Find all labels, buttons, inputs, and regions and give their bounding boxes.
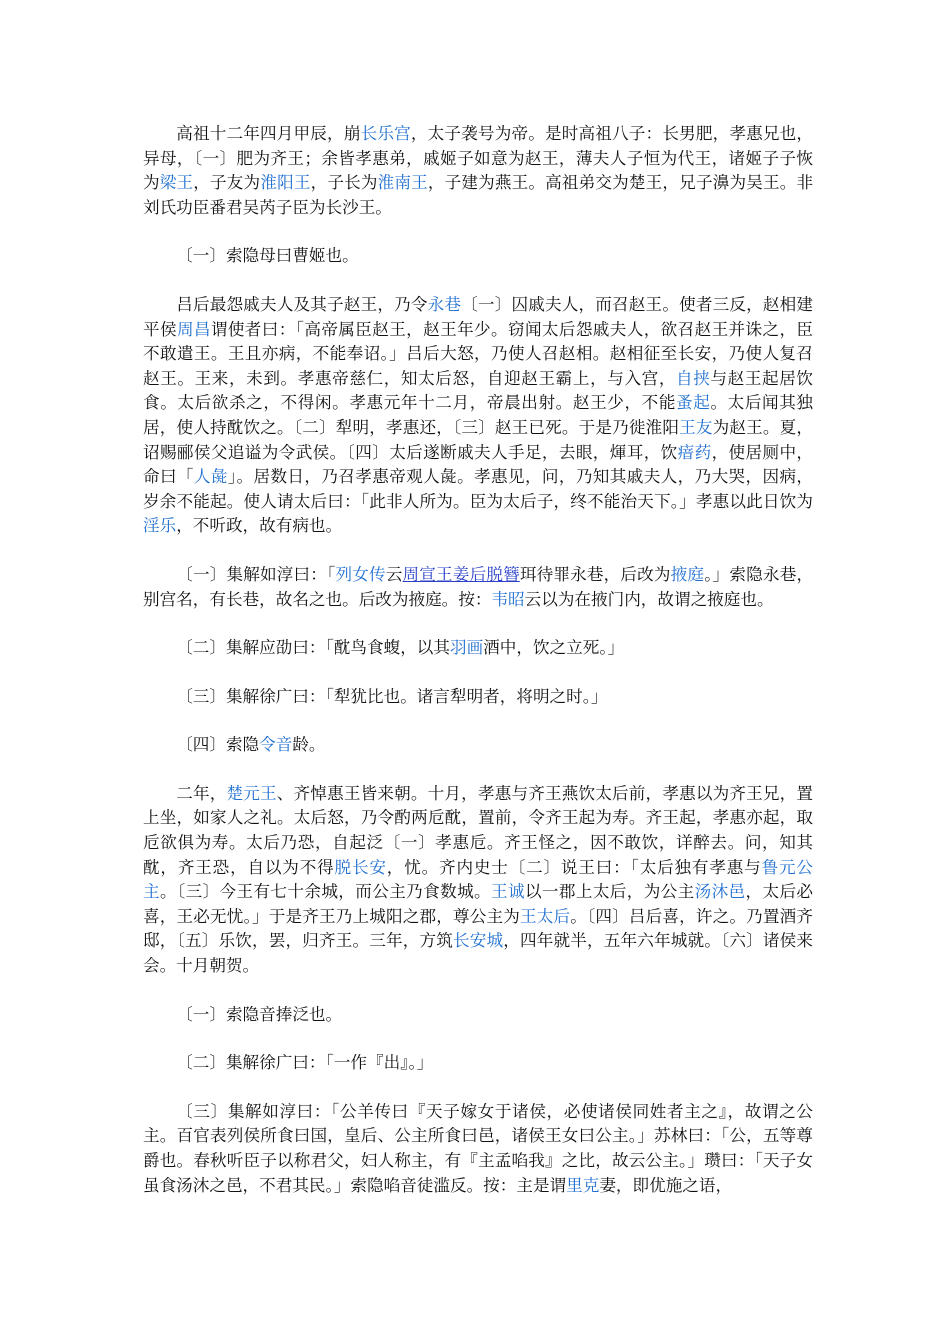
text-run: 妻，即优施之语， — [599, 1175, 733, 1195]
text-run: ，子建为燕王。高祖弟交为楚王，兄子濞为吴王。非刘氏功臣番君吴芮子臣为长沙王。 — [143, 173, 814, 217]
paragraph-gap — [143, 220, 813, 244]
hyperlink[interactable]: 淮南王 — [377, 173, 428, 193]
hyperlink[interactable]: 羽画 — [449, 638, 484, 658]
text-run: 。」索隐永巷，别宫名，有长巷，故名之也。后改为掖庭。按： — [143, 564, 814, 609]
text-run: 。〔三〕今王有七十余城，而公主乃食数城。 — [159, 882, 492, 902]
hyperlink[interactable]: 人彘 — [193, 467, 228, 487]
hyperlink[interactable]: 令音 — [259, 735, 293, 755]
text-run: ，使居厕中，命曰「 — [143, 442, 814, 487]
text-run: 〔三〕集解徐广曰：「犁犹比也。诸言犁明者，将明之时。」 — [176, 686, 608, 706]
hyperlink[interactable]: 长安城 — [452, 931, 504, 951]
paragraph-gap — [143, 709, 813, 733]
text-run: ，太后必喜，王必无忧。」于是齐王乃上城阳之郡，尊公主为 — [143, 882, 814, 926]
text-run: 〔三〕集解如淳曰：「公羊传曰『天子嫁女于诸侯，必使诸侯同姓者主之』，故谓之公主。百官表列侯所食曰国，皇后、公主所食曰邑，诸侯王女曰公主。」苏林曰：「公，五等尊爵也。春秋听臣子以称君父，妇人称主，有『主孟啗我』之比，故云公主。」瓒曰：「天子女虽食汤沐之邑，不君其民。」索隐啗音徒滥反。按：主是谓 — [143, 1101, 813, 1195]
text-run: 谓使者曰：「高帝属臣赵王，赵王年少。窃闻太后怨戚夫人，欲召赵王并诛之，臣不敢遣王。王且亦病，不能奉诏。」吕后大怒，乃使人召赵相。赵相征至长安，乃使人复召赵王。王来，未到。孝惠帝慈仁，知太后怒，自迎赵王霸上，与入宫， — [143, 319, 814, 388]
text-run: 珥待罪永巷，后改为 — [519, 564, 671, 584]
hyperlink[interactable]: 里克 — [566, 1175, 600, 1195]
text-run: ，太子袭号为帝。是时高祖八子：长男肥，孝惠兄也，异母，〔一〕肥为齐王；余皆孝惠弟，戚姬子如意为赵王，薄夫人子恒为代王，诸姬子子恢为 — [143, 124, 814, 193]
text-run: 〔二〕集解徐广曰：「一作『出』。」 — [176, 1053, 434, 1073]
text-run: 高祖十二年四月甲辰，崩 — [176, 124, 361, 143]
hyperlink[interactable]: 掖庭 — [670, 564, 705, 584]
annotation-paragraph — [143, 636, 813, 661]
hyperlink[interactable]: 楚元王 — [226, 783, 277, 803]
paragraph-gap — [143, 758, 813, 782]
text-run: 二年， — [176, 783, 227, 803]
text-run: ，子长为 — [310, 173, 378, 193]
annotation-paragraph — [143, 244, 813, 269]
text-run: 〔一〕集解如淳曰：「 — [176, 564, 336, 584]
hyperlink[interactable]: 梁王 — [159, 173, 194, 193]
text-run: 龄。 — [292, 735, 326, 755]
text-run: 酒中，饮之立死。」 — [483, 638, 625, 658]
text-run: 、齐悼惠王皆来朝。十月，孝惠与齐王燕饮太后前，孝惠以为齐王兄，置上坐，如家人之礼。太后怒，乃令酌两卮酖，置前，令齐王起为寿。齐王起，孝惠亦起，取卮欲俱为寿。太后乃恐，自起泛〔一〕孝惠卮。齐王怪之，因不敢饮，详醉去。问，知其酖，齐王恐，自以为不得 — [143, 783, 814, 877]
hyperlink[interactable]: 蚤起 — [676, 393, 711, 413]
text-run: ，不听政，故有病也。 — [176, 516, 343, 536]
main-paragraph — [143, 782, 813, 979]
text-run: 云 — [385, 564, 403, 584]
text-run: 」。居数日，乃召孝惠帝观人彘。孝惠见，问，乃知其戚夫人，乃大哭，因病，岁余不能起。使人请太后曰：「此非人所为。臣为太后子，终不能治天下。」孝惠以此日饮为 — [143, 467, 814, 511]
hyperlink[interactable]: 列女传 — [335, 564, 386, 584]
annotation-paragraph — [143, 563, 813, 612]
annotation-paragraph — [143, 1051, 813, 1076]
paragraph-gap — [143, 539, 813, 563]
hyperlink[interactable]: 王诚 — [491, 882, 525, 902]
paragraph-gap — [143, 612, 813, 636]
text-run: ，忧。齐内史士〔二〕说王曰：「太后独有孝惠与 — [386, 857, 762, 877]
text-run: ，四年就半，五年六年城就。〔六〕诸侯来会。十月朝贺。 — [143, 931, 813, 976]
hyperlink[interactable]: 脱长安 — [334, 857, 387, 877]
hyperlink[interactable]: 鲁元公主 — [143, 857, 814, 902]
hyperlink[interactable]: 周昌 — [176, 319, 211, 339]
paragraph-gap — [143, 979, 813, 1003]
text-run: 〔四〕索隐 — [176, 735, 260, 755]
text-run: 。太后闻其独居，使人持酖饮之。〔二〕犁明，孝惠还，〔三〕赵王已死。于是乃徙淮阳 — [143, 393, 814, 437]
hyperlink[interactable]: 韦昭 — [491, 589, 525, 609]
annotation-paragraph — [143, 733, 813, 758]
text-run: 〔一〕索隐母曰曹姬也。 — [176, 246, 359, 266]
text-run: 〔一〕索隐音捧泛也。 — [176, 1004, 343, 1024]
text-run: 。〔四〕吕后喜，许之。乃置酒齐邸，〔五〕乐饮，罢，归齐王。三年，方筑 — [143, 906, 813, 951]
text-run: 以一郡上太后，为公主 — [524, 882, 695, 902]
paragraph-gap — [143, 1027, 813, 1051]
document-body — [143, 122, 813, 1198]
annotation-paragraph — [143, 1100, 813, 1198]
hyperlink[interactable]: 周宣王姜后脱簪 — [402, 564, 520, 584]
hyperlink[interactable]: 瘖药 — [677, 442, 712, 462]
hyperlink[interactable]: 王友 — [679, 417, 713, 437]
hyperlink[interactable]: 王太后 — [519, 906, 571, 926]
text-run: 为赵王。夏，诏赐郦侯父追谥为令武侯。〔四〕太后遂断戚夫人手足，去眼，煇耳，饮 — [143, 417, 813, 462]
text-run: 吕后最怨戚夫人及其子赵王，乃令 — [176, 294, 428, 314]
hyperlink[interactable]: 淫乐 — [143, 516, 177, 536]
hyperlink[interactable]: 淮阳王 — [260, 173, 311, 193]
main-paragraph — [143, 293, 813, 539]
annotation-paragraph — [143, 1003, 813, 1028]
hyperlink[interactable]: 汤沐邑 — [694, 882, 746, 902]
main-paragraph — [143, 122, 813, 220]
hyperlink[interactable]: 自挟 — [676, 368, 711, 388]
paragraph-gap — [143, 661, 813, 685]
text-run: 云以为在掖门内，故谓之掖庭也。 — [524, 589, 774, 609]
text-run: ，子友为 — [193, 173, 261, 193]
text-run: 〔二〕集解应劭曰：「酖鸟食蝮，以其 — [176, 638, 450, 658]
text-run: 与赵王起居饮食。太后欲杀之，不得闲。孝惠元年十二月，帝晨出射。赵王少，不能 — [143, 368, 814, 413]
hyperlink[interactable]: 长乐宫 — [360, 124, 411, 143]
text-run: 〔一〕囚戚夫人，而召赵王。使者三反，赵相建平侯 — [143, 294, 814, 339]
hyperlink[interactable]: 永巷 — [427, 294, 462, 314]
paragraph-gap — [143, 269, 813, 293]
paragraph-gap — [143, 1076, 813, 1100]
annotation-paragraph — [143, 685, 813, 710]
